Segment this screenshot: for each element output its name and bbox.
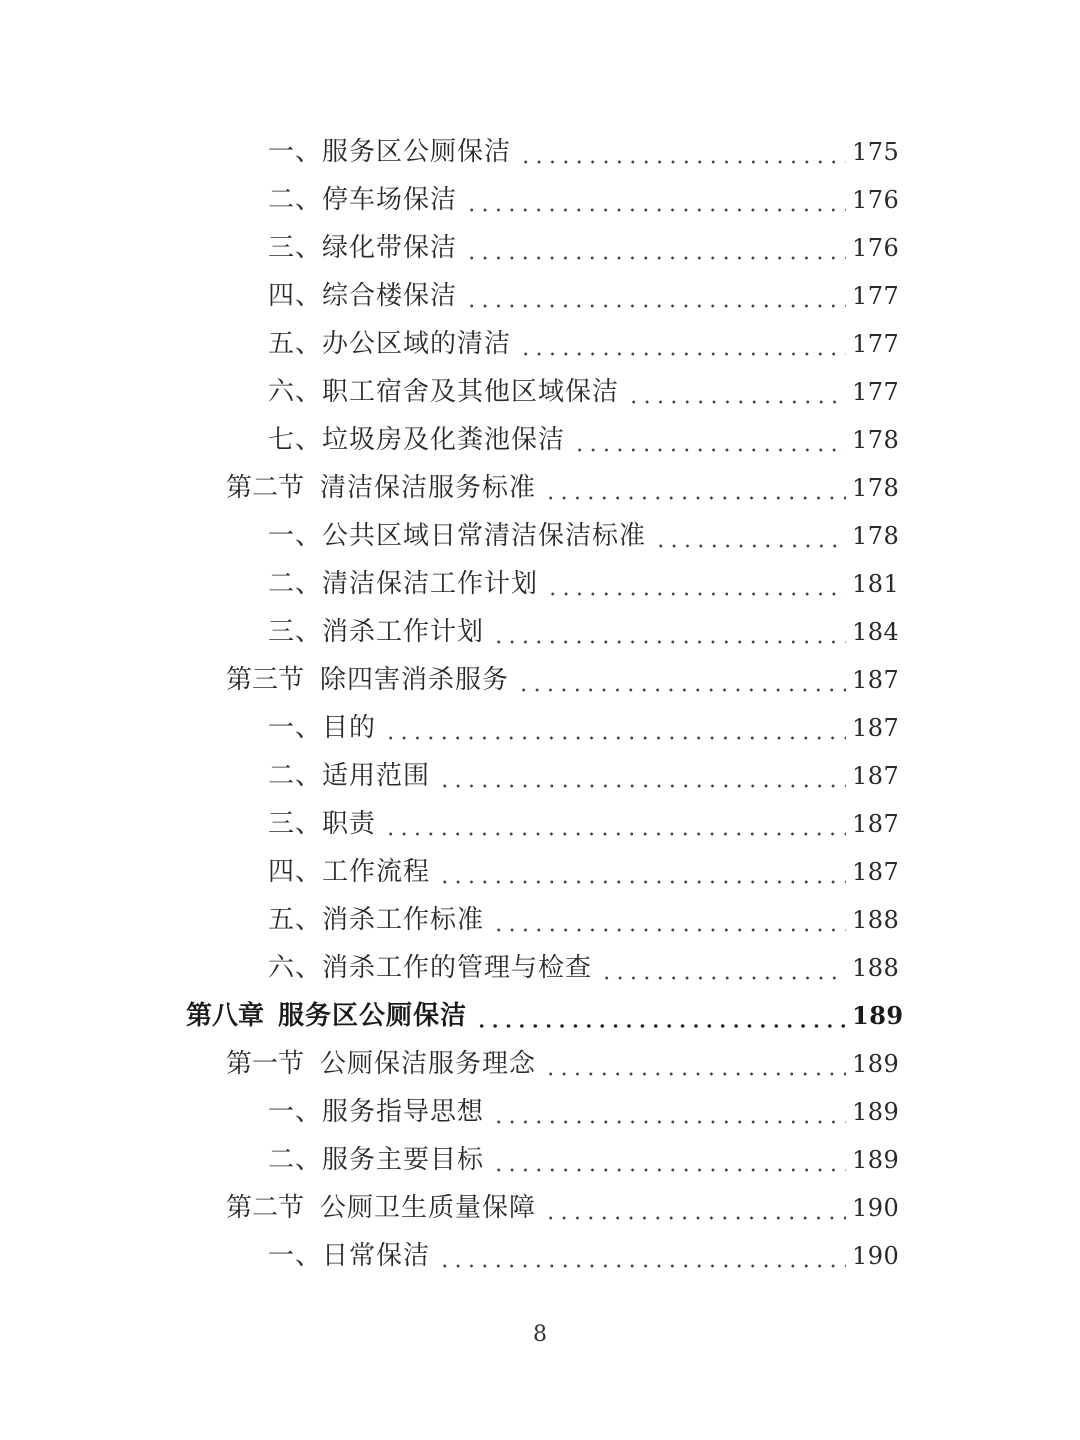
toc-entry-page: 189 xyxy=(852,1098,900,1126)
toc-entry-number: 第一节 xyxy=(226,1049,305,1079)
toc-entry-page: 177 xyxy=(852,378,900,406)
toc-entry[interactable] xyxy=(0,224,1080,272)
toc-entry[interactable] xyxy=(0,656,1080,704)
dot-leader xyxy=(465,176,846,224)
toc-entry[interactable] xyxy=(0,1136,1080,1184)
dot-leader xyxy=(438,752,846,800)
toc-entry[interactable] xyxy=(0,512,1080,560)
dot-leader xyxy=(544,1184,846,1232)
dot-leader xyxy=(492,896,846,944)
toc-entry-page: 189 xyxy=(852,1146,900,1174)
dot-leader xyxy=(600,944,846,992)
toc-entry[interactable] xyxy=(0,176,1080,224)
toc-entry[interactable] xyxy=(0,848,1080,896)
toc-entry[interactable] xyxy=(0,896,1080,944)
toc-entry-title: 公厕卫生质量保障 xyxy=(320,1193,537,1223)
toc-entry-number: 四、 xyxy=(268,857,323,887)
dot-leader xyxy=(384,704,846,752)
toc-entry-number: 三、 xyxy=(268,617,323,647)
toc-entry[interactable] xyxy=(0,416,1080,464)
dot-leader xyxy=(544,464,846,512)
toc-entry-page: 190 xyxy=(852,1242,900,1270)
toc-entry-page: 184 xyxy=(852,618,900,646)
toc-entry-title: 职工宿舍及其他区域保洁 xyxy=(322,377,620,407)
toc-entry-title: 适用范围 xyxy=(322,761,431,791)
toc-entry[interactable] xyxy=(0,992,1080,1040)
toc-entry-title: 综合楼保洁 xyxy=(322,281,458,311)
toc-entry-number: 第二节 xyxy=(226,473,305,503)
toc-entry-title: 工作流程 xyxy=(322,857,431,887)
toc-entry[interactable] xyxy=(0,1040,1080,1088)
toc-entry-number: 六、 xyxy=(268,953,323,983)
toc-entry-title: 垃圾房及化粪池保洁 xyxy=(322,425,566,455)
toc-entry[interactable] xyxy=(0,320,1080,368)
toc-entry-number: 一、 xyxy=(268,1097,323,1127)
toc-entry-page: 189 xyxy=(852,1001,904,1030)
toc-entry-page: 189 xyxy=(852,1050,900,1078)
toc-entry-number: 七、 xyxy=(268,425,323,455)
toc-entry-title: 服务指导思想 xyxy=(322,1097,485,1127)
toc-entry-page: 187 xyxy=(852,666,900,694)
toc-entry[interactable] xyxy=(0,272,1080,320)
toc-entry[interactable] xyxy=(0,1088,1080,1136)
table-of-contents xyxy=(0,128,1080,1280)
dot-leader xyxy=(475,992,846,1040)
toc-entry-page: 178 xyxy=(852,522,900,550)
toc-entry-title: 消杀工作的管理与检查 xyxy=(322,953,593,983)
toc-entry-page: 176 xyxy=(852,186,900,214)
toc-entry[interactable] xyxy=(0,128,1080,176)
toc-entry-number: 一、 xyxy=(268,137,323,167)
toc-entry-title: 绿化带保洁 xyxy=(322,233,458,263)
toc-entry-number: 五、 xyxy=(268,905,323,935)
toc-entry-number: 第八章 xyxy=(186,1001,265,1031)
toc-entry-number: 四、 xyxy=(268,281,323,311)
toc-entry-title: 服务区公厕保洁 xyxy=(278,1001,468,1031)
toc-entry-number: 三、 xyxy=(268,809,323,839)
toc-entry-title: 职责 xyxy=(322,809,377,839)
toc-entry-number: 五、 xyxy=(268,329,323,359)
toc-entry-number: 第二节 xyxy=(226,1193,305,1223)
toc-entry-number: 一、 xyxy=(268,1241,323,1271)
toc-entry[interactable] xyxy=(0,464,1080,512)
toc-entry-number: 三、 xyxy=(268,233,323,263)
page-number: 8 xyxy=(533,1322,547,1347)
toc-entry-title: 公厕保洁服务理念 xyxy=(320,1049,537,1079)
toc-entry[interactable] xyxy=(0,800,1080,848)
toc-entry[interactable] xyxy=(0,608,1080,656)
toc-entry-title: 停车场保洁 xyxy=(322,185,458,215)
toc-entry[interactable] xyxy=(0,704,1080,752)
toc-entry[interactable] xyxy=(0,1184,1080,1232)
toc-entry[interactable] xyxy=(0,752,1080,800)
dot-leader xyxy=(438,1232,846,1280)
toc-entry-page: 176 xyxy=(852,234,900,262)
toc-entry-number: 一、 xyxy=(268,713,323,743)
toc-entry-title: 公共区域日常清洁保洁标准 xyxy=(322,521,647,551)
toc-entry-page: 178 xyxy=(852,426,900,454)
toc-entry-title: 除四害消杀服务 xyxy=(320,665,510,695)
toc-entry-number: 第三节 xyxy=(226,665,305,695)
toc-entry-number: 二、 xyxy=(268,1145,323,1175)
toc-entry-page: 175 xyxy=(852,138,900,166)
toc-entry[interactable] xyxy=(0,560,1080,608)
toc-entry-page: 187 xyxy=(852,858,900,886)
toc-entry-page: 181 xyxy=(852,570,900,598)
toc-entry[interactable] xyxy=(0,368,1080,416)
toc-entry-page: 188 xyxy=(852,906,900,934)
toc-entry-number: 一、 xyxy=(268,521,323,551)
toc-entry-page: 178 xyxy=(852,474,900,502)
toc-entry-title: 服务主要目标 xyxy=(322,1145,485,1175)
dot-leader xyxy=(492,1136,846,1184)
dot-leader xyxy=(546,560,846,608)
dot-leader xyxy=(517,656,846,704)
dot-leader xyxy=(492,608,846,656)
dot-leader xyxy=(519,128,846,176)
toc-entry-number: 二、 xyxy=(268,761,323,791)
toc-entry-title: 办公区域的清洁 xyxy=(322,329,512,359)
toc-entry-title: 消杀工作计划 xyxy=(322,617,485,647)
dot-leader xyxy=(627,368,846,416)
toc-entry-page: 190 xyxy=(852,1194,900,1222)
toc-entry-page: 187 xyxy=(852,810,900,838)
dot-leader xyxy=(465,224,846,272)
dot-leader xyxy=(519,320,846,368)
toc-entry-page: 177 xyxy=(852,330,900,358)
toc-entry-page: 177 xyxy=(852,282,900,310)
toc-entry[interactable] xyxy=(0,1232,1080,1280)
dot-leader xyxy=(438,848,846,896)
toc-entry-title: 清洁保洁工作计划 xyxy=(322,569,539,599)
toc-entry-title: 服务区公厕保洁 xyxy=(322,137,512,167)
dot-leader xyxy=(654,512,846,560)
toc-entry-number: 二、 xyxy=(268,569,323,599)
dot-leader xyxy=(544,1040,846,1088)
toc-entry-page: 188 xyxy=(852,954,900,982)
dot-leader xyxy=(465,272,846,320)
toc-entry-page: 187 xyxy=(852,762,900,790)
toc-entry-title: 日常保洁 xyxy=(322,1241,431,1271)
toc-entry-title: 清洁保洁服务标准 xyxy=(320,473,537,503)
dot-leader xyxy=(492,1088,846,1136)
dot-leader xyxy=(573,416,846,464)
toc-entry-number: 六、 xyxy=(268,377,323,407)
toc-entry-page: 187 xyxy=(852,714,900,742)
toc-entry-number: 二、 xyxy=(268,185,323,215)
toc-entry-title: 消杀工作标准 xyxy=(322,905,485,935)
toc-entry[interactable] xyxy=(0,944,1080,992)
toc-entry-title: 目的 xyxy=(322,713,377,743)
dot-leader xyxy=(384,800,846,848)
